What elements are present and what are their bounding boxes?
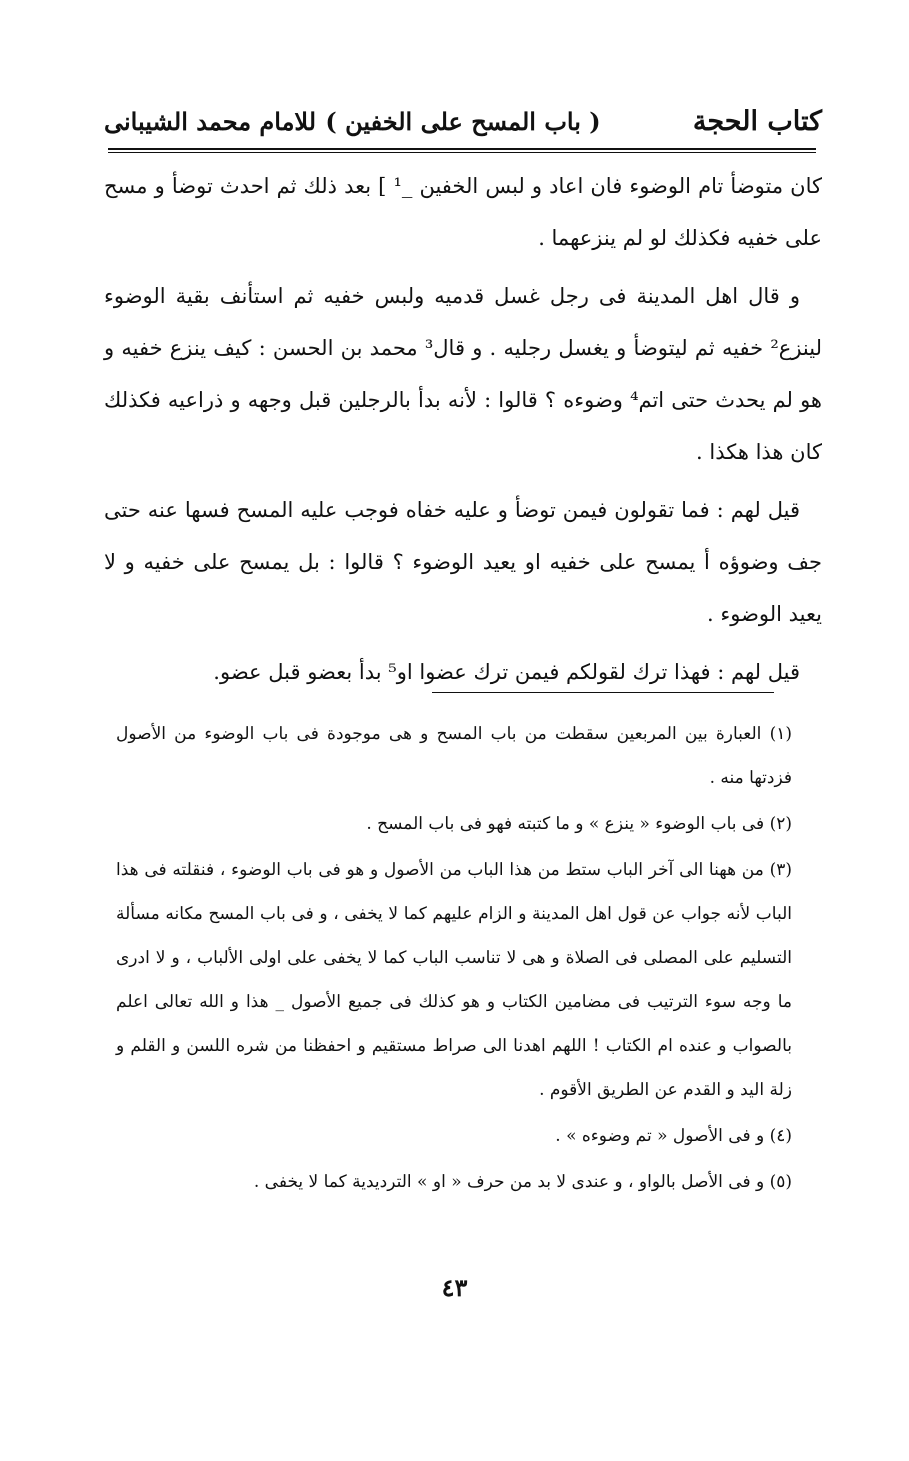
footnote: (٤) و فى الأصول « تم وضوءه » .	[555, 1126, 792, 1146]
page-number: ٤٣	[441, 1273, 468, 1302]
footnote: (٥) و فى الأصل بالواو ، و عندى لا بد من حرف « او » الترديدية كما لا يخفى .	[253, 1172, 792, 1192]
paragraph: كان متوضأ تام الوضوء فان اعاد و لبس الخفين _¹ ] بعد ذلك ثم احدث توضأ و مسح على خفيه فكذلك لو لم ينزعهما .	[104, 174, 822, 250]
chapter-title: ( باب المسح على الخفين )	[325, 107, 601, 136]
main-text	[104, 160, 822, 704]
paragraph: قيل لهم : فما تقولون فيمن توضأ و عليه خفاه فوجب عليه المسح فسها عنه حتى جف وضوؤه أ يمسح على خفيه او يعيد الوضوء ؟ قالوا : بل يمسح على خفيه و لا يعيد الوضوء .	[104, 498, 822, 626]
footnote: (٣) من ههنا الى آخر الباب ستط من هذا الباب من الأصول و هو فى باب الوضوء ، فنقلته فى هذا الباب لأنه جواب عن قول اهل المدينة و الزام عليهم كما لا يخفى ، و فى باب المسح مكانه مسألة التسليم على المصلى فى الصلاة و هى لا تناسب الباب كما لا يخفى على اولى الألباب ، و لا ادرى ما وجه سوء الترتيب فى مضامين الكتاب و هو كذلك فى جميع الأصول _ هذا و الله تعالى اعلم بالصواب و عنده ام الكتاب ! اللهم اهدنا الى صراط مستقيم و احفظنا من شره اللسن و القلم و زلة اليد و القدم عن الطريق الأقوم .	[116, 860, 792, 1100]
author-name: للامام محمد الشيبانى	[104, 107, 317, 136]
footnotes	[116, 712, 792, 1206]
footnote: (١) العبارة بين المربعين سقطت من باب المسح و هى موجودة فى باب الوضوء من الأصول فزدتها منه .	[116, 724, 792, 788]
footnote: (٢) فى باب الوضوء « ينزع » و ما كتبته فهو فى باب المسح .	[366, 814, 792, 834]
running-header	[104, 100, 822, 144]
paragraph: قيل لهم : فهذا ترك لقولكم فيمن ترك عضوا او⁵ بدأ بعضو قبل عضو.	[213, 660, 800, 684]
paragraph: و قال اهل المدينة فى رجل غسل قدميه ولبس خفيه ثم استأنف بقية الوضوء لينزع² خفيه ثم ليتوضأ و يغسل رجليه . و قال³ محمد بن الحسن : كيف ينزع خفيه و هو لم يحدث حتى اتم⁴ وضوءه ؟ قالوا : لأنه بدأ بالرجلين قبل وجهه و ذراعيه فكذلك كان هذا هكذا .	[104, 284, 823, 464]
footnote-divider	[432, 692, 774, 693]
header-divider	[108, 148, 816, 153]
book-title: كتاب الحجة	[692, 106, 822, 137]
